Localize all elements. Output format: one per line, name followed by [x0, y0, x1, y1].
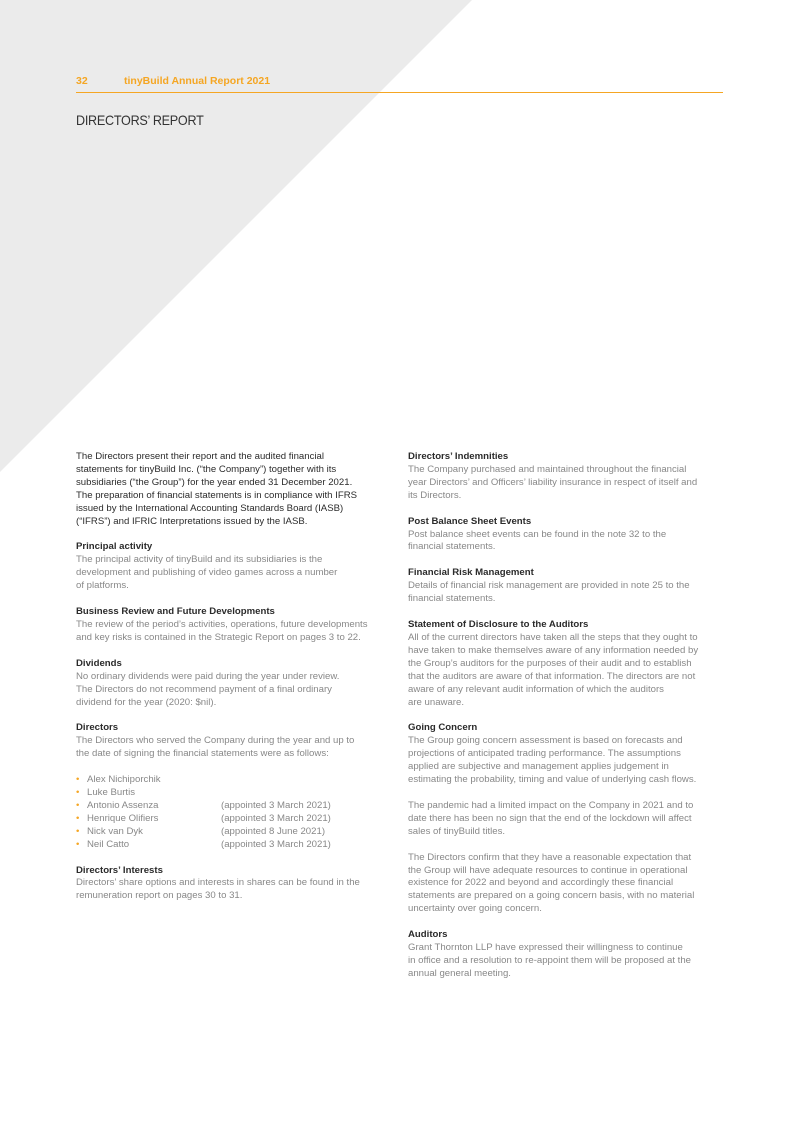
text-line: estimating the probability, timing and value of underlying cash flows. — [408, 774, 697, 786]
appointment-note: (appointed 3 March 2021) — [221, 838, 331, 850]
paragraph — [408, 942, 728, 981]
text-line: have taken to make themselves aware of any information needed by — [408, 644, 699, 656]
text-line: sales of tinyBuild titles. — [408, 825, 506, 837]
section-heading: Directors’ Indemnities — [408, 451, 509, 462]
list-item — [76, 839, 396, 852]
text-line: financial statements. — [408, 593, 496, 605]
section-directors-interests — [76, 865, 396, 904]
text-line: The Directors do not recommend payment of a final ordinary — [76, 683, 332, 695]
section-heading: Going Concern — [408, 722, 478, 734]
text-line: existence for 2022 and beyond and accordingly these financial — [408, 877, 674, 889]
section-dividends — [76, 658, 396, 710]
text-line: Directors’ share options and interests in shares can be found in the — [76, 877, 360, 889]
list-item — [76, 774, 396, 787]
text-line: that the auditors are aware of that information. The directors are not — [408, 670, 696, 682]
header-rule — [76, 92, 723, 93]
section-statement-of-disclosure-to-the-auditors — [408, 619, 728, 709]
director-name: Alex Nichiporchik — [87, 774, 161, 786]
text-line: annual general meeting. — [408, 967, 511, 979]
section-heading: Auditors — [408, 929, 448, 941]
text-line: applied are subjective and management applies judgement in — [408, 761, 669, 773]
bullet-icon: • — [76, 787, 80, 799]
director-name: Henrique Olifiers — [87, 812, 159, 824]
text-line: its Directors. — [408, 489, 462, 501]
text-line: subsidiaries (“the Group”) for the year ended 31 December 2021. — [76, 476, 353, 488]
paragraph — [76, 554, 396, 593]
section-heading: Principal activity — [76, 541, 153, 553]
text-line: remuneration report on pages 30 to 31. — [76, 890, 243, 902]
text-line: aware of any relevant audit information of which the auditors — [408, 683, 664, 695]
list-item — [76, 787, 396, 800]
page-title: DIRECTORS’ REPORT — [76, 112, 204, 128]
text-line: Details of financial risk management are provided in note 25 to the — [408, 580, 690, 592]
text-line: The review of the period’s activities, operations, future developments — [76, 618, 368, 630]
text-line: development and publishing of video games across a number — [76, 567, 338, 579]
bullet-icon: • — [76, 838, 80, 850]
text-line: the Group will have adequate resources to continue in operational — [408, 864, 688, 876]
text-line: The pandemic had a limited impact on the Company in 2021 and to — [408, 799, 694, 811]
text-line: projections of anticipated trading performance. The assumptions — [408, 748, 681, 760]
bullet-icon: • — [76, 774, 80, 786]
section-auditors — [408, 929, 728, 981]
text-line: year Directors’ and Officers’ liability insurance in respect of itself and — [408, 476, 698, 488]
text-line: statements are prepared on a going concern basis, with no material — [408, 890, 695, 902]
text-line: issued by the International Accounting Standards Board (IASB) — [76, 502, 344, 514]
appointment-note: (appointed 3 March 2021) — [221, 799, 331, 811]
paragraph — [408, 632, 728, 709]
section-financial-risk-management — [408, 567, 728, 606]
text-line: All of the current directors have taken all the steps that they ought to — [408, 631, 698, 643]
text-line: The Company purchased and maintained throughout the financial — [408, 463, 687, 475]
text-line: The Directors confirm that they have a reasonable expectation that — [408, 851, 692, 863]
paragraph — [408, 800, 728, 839]
intro-paragraph — [76, 451, 396, 528]
paragraph — [76, 735, 396, 761]
appointment-note: (appointed 8 June 2021) — [221, 825, 326, 837]
section-heading: Financial Risk Management — [408, 567, 534, 579]
text-line: and key risks is contained in the Strategic Report on pages 3 to 22. — [76, 631, 361, 643]
text-line: dividend for the year (2020: $nil). — [76, 696, 217, 708]
director-name: Neil Catto — [87, 838, 130, 850]
section-directors — [76, 722, 396, 851]
list-item — [76, 826, 396, 839]
right-column — [408, 451, 728, 981]
text-line: (“IFRS”) and IFRIC Interpretations issued by the IASB. — [76, 515, 308, 527]
paragraph — [76, 877, 396, 903]
bullet-icon: • — [76, 825, 80, 837]
text-line: the date of signing the financial statements were as follows: — [76, 748, 329, 760]
page-number: 32 — [76, 75, 88, 87]
text-line: date there has been no sign that the end of the lockdown will affect — [408, 812, 692, 824]
bullet-icon: • — [76, 812, 80, 824]
section-heading: Post Balance Sheet Events — [408, 515, 532, 527]
paragraph — [408, 580, 728, 606]
text-line: Grant Thornton LLP have expressed their willingness to continue — [408, 942, 683, 954]
section-heading: Dividends — [76, 657, 122, 669]
list-item — [76, 813, 396, 826]
section-principal-activity — [76, 541, 396, 593]
text-line: are unaware. — [408, 696, 464, 708]
directors-list — [76, 774, 396, 851]
paragraph — [408, 735, 728, 787]
director-name: Nick van Dyk — [87, 825, 143, 837]
section-business-review-and-future-developments — [76, 606, 396, 645]
appointment-note: (appointed 3 March 2021) — [221, 812, 331, 824]
report-title: tinyBuild Annual Report 2021 — [124, 75, 271, 87]
text-line: of platforms. — [76, 580, 129, 592]
director-name: Luke Burtis — [87, 787, 135, 799]
bullet-icon: • — [76, 799, 80, 811]
paragraph — [408, 464, 728, 503]
list-item — [76, 800, 396, 813]
paragraph — [76, 619, 396, 645]
text-line: uncertainty over going concern. — [408, 903, 542, 915]
section-heading: Business Review and Future Developments — [76, 606, 275, 618]
text-line: The principal activity of tinyBuild and its subsidiaries is the — [76, 554, 323, 566]
text-line: The Group going concern assessment is based on forecasts and — [408, 735, 683, 747]
section-directors-indemnities — [408, 451, 728, 503]
text-line: statements for tinyBuild Inc. (“the Company”) together with its — [76, 463, 337, 475]
section-heading: Directors’ Interests — [76, 864, 163, 876]
text-line: the Group’s auditors for the purposes of their audit and to establish — [408, 657, 692, 669]
left-column — [76, 451, 396, 903]
text-line: in office and a resolution to re-appoint them will be proposed at the — [408, 955, 692, 966]
section-heading: Directors — [76, 722, 119, 734]
director-name: Antonio Assenza — [87, 799, 159, 811]
background-triangle — [0, 0, 472, 472]
text-line: The Directors who served the Company during the year and up to — [76, 735, 355, 747]
text-line: financial statements. — [408, 541, 496, 553]
text-line: The preparation of financial statements is in compliance with IFRS — [76, 489, 358, 501]
section-heading: Statement of Disclosure to the Auditors — [408, 619, 589, 631]
paragraph — [408, 852, 728, 917]
text-line: No ordinary dividends were paid during the year under review. — [76, 670, 340, 682]
section-post-balance-sheet-events — [408, 516, 728, 555]
text-line: Post balance sheet events can be found in the note 32 to the — [408, 528, 667, 540]
text-line: The Directors present their report and the audited financial — [76, 451, 324, 462]
section-going-concern — [408, 722, 728, 916]
paragraph — [76, 671, 396, 710]
paragraph — [408, 529, 728, 555]
